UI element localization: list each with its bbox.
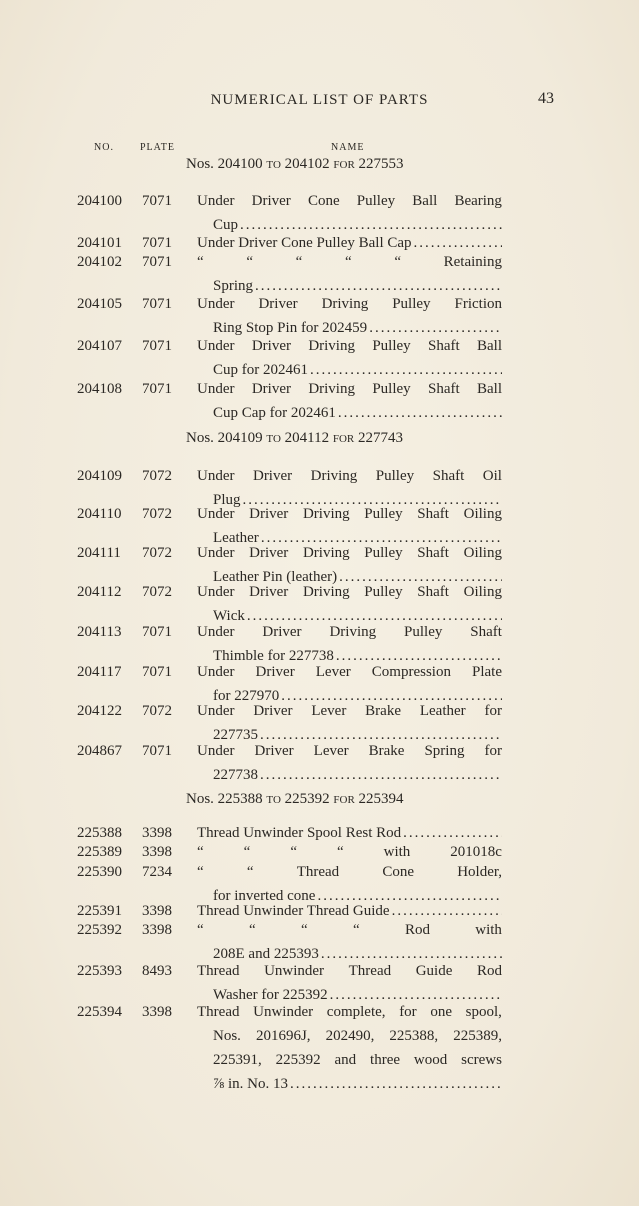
name-line: Under Driver Cone Pulley Ball Cap ..... bbox=[197, 231, 502, 255]
name-line: Cup ..... bbox=[197, 213, 502, 237]
plate-number: 7071 bbox=[142, 235, 172, 251]
name-line: Under Driver Driving Pulley Shaft Oiling bbox=[197, 506, 502, 522]
name-line: Under Driver Lever Brake Leather for bbox=[197, 703, 502, 719]
part-number: 204109 bbox=[77, 468, 122, 484]
part-name bbox=[197, 739, 502, 787]
part-number: 204101 bbox=[77, 235, 122, 251]
plate-number: 7071 bbox=[142, 743, 172, 759]
plate-number: 7071 bbox=[142, 338, 172, 354]
part-number: 225390 bbox=[77, 864, 122, 880]
part-number: 204112 bbox=[77, 584, 122, 600]
name-line: Under Driver Driving Pulley Friction bbox=[197, 296, 502, 312]
part-number: 225391 bbox=[77, 903, 122, 919]
name-line: 227735 ..... bbox=[197, 723, 502, 747]
group-heading: Nos. 204109 to 204112 for 227743 bbox=[186, 430, 403, 446]
name-line: Leather Pin (leather) ..... bbox=[197, 565, 502, 589]
part-number: 204107 bbox=[77, 338, 122, 354]
name-line: “ “ “ “ with 201018c bbox=[197, 844, 502, 860]
name-line: Under Driver Driving Pulley Shaft Ball bbox=[197, 381, 502, 397]
name-line: Thread Unwinder complete, for one spool, bbox=[197, 1004, 502, 1020]
name-line: Under Driver Driving Pulley Shaft Oiling bbox=[197, 584, 502, 600]
part-name bbox=[197, 250, 502, 298]
name-line: “ “ Thread Cone Holder, bbox=[197, 864, 502, 880]
part-number: 204113 bbox=[77, 624, 122, 640]
name-line: Under Driver Cone Pulley Ball Bearing bbox=[197, 193, 502, 209]
plate-number: 7234 bbox=[142, 864, 172, 880]
name-line: Under Driver Lever Compression Plate bbox=[197, 664, 502, 680]
running-title: NUMERICAL LIST OF PARTS bbox=[210, 92, 429, 108]
name-line: Nos. 201696J, 202490, 225388, 225389, bbox=[213, 1028, 502, 1044]
name-line: Thimble for 227738 ..... bbox=[197, 644, 502, 668]
plate-number: 7071 bbox=[142, 296, 172, 312]
part-number: 204122 bbox=[77, 703, 122, 719]
plate-number: 7072 bbox=[142, 506, 172, 522]
part-number: 204110 bbox=[77, 506, 122, 522]
part-number: 225394 bbox=[77, 1004, 122, 1020]
name-line: for 227970 ..... bbox=[197, 684, 502, 708]
group-heading: Nos. 204100 to 204102 for 227553 bbox=[186, 156, 404, 172]
part-number: 225392 bbox=[77, 922, 122, 938]
name-line: 227738 ..... bbox=[197, 763, 502, 787]
plate-number: 3398 bbox=[142, 922, 172, 938]
part-number: 225393 bbox=[77, 963, 122, 979]
plate-number: 3398 bbox=[142, 825, 172, 841]
part-name bbox=[197, 377, 502, 425]
name-line: Washer for 225392 ..... bbox=[197, 983, 502, 1007]
part-name bbox=[197, 334, 502, 382]
group-heading: Nos. 225388 to 225392 for 225394 bbox=[186, 791, 404, 807]
column-header-no: NO. bbox=[94, 142, 114, 153]
plate-number: 7072 bbox=[142, 584, 172, 600]
name-line: Cup for 202461 ..... bbox=[197, 358, 502, 382]
page-number: 43 bbox=[538, 90, 554, 107]
part-number: 204100 bbox=[77, 193, 122, 209]
name-line: Plug ..... bbox=[197, 488, 502, 512]
name-line: Wick ..... bbox=[197, 604, 502, 628]
part-number: 225388 bbox=[77, 825, 122, 841]
name-line: Leather ..... bbox=[197, 526, 502, 550]
name-line: Under Driver Driving Pulley Shaft Oiling bbox=[197, 545, 502, 561]
plate-number: 7071 bbox=[142, 254, 172, 270]
name-line: Ring Stop Pin for 202459 ..... bbox=[197, 316, 502, 340]
plate-number: 3398 bbox=[142, 1004, 172, 1020]
column-header-name: NAME bbox=[331, 142, 365, 153]
part-number: 204108 bbox=[77, 381, 122, 397]
plate-number: 3398 bbox=[142, 903, 172, 919]
name-line: Under Driver Driving Pulley Shaft bbox=[197, 624, 502, 640]
part-number: 204117 bbox=[77, 664, 122, 680]
plate-number: 8493 bbox=[142, 963, 172, 979]
plate-number: 7072 bbox=[142, 545, 172, 561]
name-line: Cup Cap for 202461 ..... bbox=[197, 401, 502, 425]
plate-number: 7072 bbox=[142, 468, 172, 484]
name-line: 208E and 225393 ..... bbox=[197, 942, 502, 966]
name-line: “ “ “ “ Rod with bbox=[197, 922, 502, 938]
plate-number: 7072 bbox=[142, 703, 172, 719]
plate-number: 7071 bbox=[142, 193, 172, 209]
name-line: Thread Unwinder Thread Guide ..... bbox=[197, 899, 502, 923]
column-header-plate: PLATE bbox=[140, 142, 175, 153]
name-line: Under Driver Lever Brake Spring for bbox=[197, 743, 502, 759]
part-name bbox=[197, 292, 502, 340]
part-number: 225389 bbox=[77, 844, 122, 860]
name-line: Thread Unwinder Spool Rest Rod ..... bbox=[197, 821, 502, 845]
plate-number: 7071 bbox=[142, 624, 172, 640]
plate-number: 7071 bbox=[142, 381, 172, 397]
part-number: 204102 bbox=[77, 254, 122, 270]
part-number: 204867 bbox=[77, 743, 122, 759]
name-line: Under Driver Driving Pulley Shaft Oil bbox=[197, 468, 502, 484]
part-number: 204111 bbox=[77, 545, 121, 561]
part-name bbox=[197, 189, 502, 237]
name-line: ⅞ in. No. 13 ..... bbox=[197, 1072, 502, 1096]
name-line: Thread Unwinder Thread Guide Rod bbox=[197, 963, 502, 979]
name-line: “ “ “ “ “ Retaining bbox=[197, 254, 502, 270]
part-number: 204105 bbox=[77, 296, 122, 312]
part-name bbox=[197, 1000, 502, 1096]
name-line: Under Driver Driving Pulley Shaft Ball bbox=[197, 338, 502, 354]
name-line: 225391, 225392 and three wood screws bbox=[213, 1052, 502, 1068]
name-line: for inverted cone ..... bbox=[197, 884, 502, 908]
plate-number: 7071 bbox=[142, 664, 172, 680]
plate-number: 3398 bbox=[142, 844, 172, 860]
name-line: Spring ..... bbox=[197, 274, 502, 298]
